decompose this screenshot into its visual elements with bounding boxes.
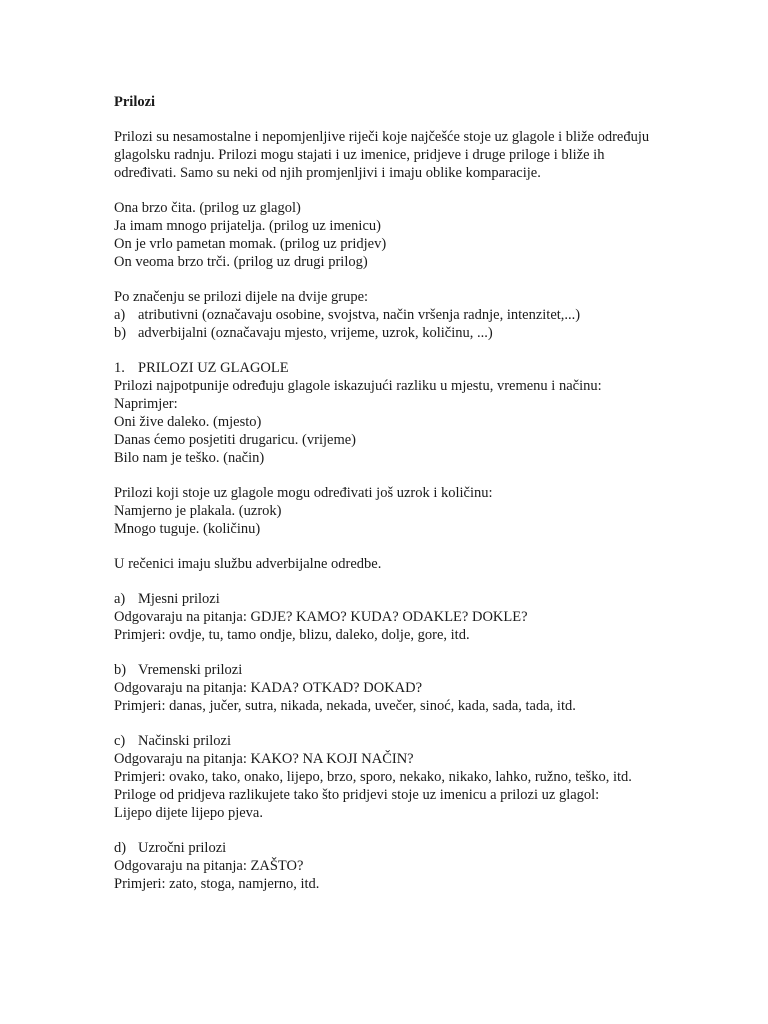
type-vremenski	[114, 661, 674, 715]
section-1	[114, 359, 674, 467]
document-title: Prilozi	[114, 94, 156, 110]
type-heading	[114, 839, 674, 857]
groups-block	[114, 288, 674, 342]
section-number: 1.	[114, 360, 125, 376]
type-line: Primjeri: danas, jučer, sutra, nikada, nekada, uvečer, sinoć, kada, sada, tada, itd.	[114, 698, 576, 714]
type-heading-text: Vremenski prilozi	[138, 662, 243, 678]
cause-quantity-block	[114, 484, 674, 538]
section-line: Prilozi najpotpunije određuju glagole iskazujući razliku u mjestu, vremenu i načinu:	[114, 378, 602, 394]
intro-line: određivati. Samo su neki od njih promjenljivi i imaju oblike komparacije.	[114, 165, 541, 181]
type-heading	[114, 590, 674, 608]
group-item	[114, 324, 674, 342]
section-line: Danas ćemo posjetiti drugaricu. (vrijeme)	[114, 432, 356, 448]
type-heading-text: Načinski prilozi	[138, 733, 232, 749]
document-content	[114, 93, 674, 910]
group-item-text: atributivni (označavaju osobine, svojstva, način vršenja radnje, intenzitet,...)	[138, 307, 581, 323]
function-block	[114, 555, 674, 573]
cause-line: Namjerno je plakala. (uzrok)	[114, 503, 282, 519]
cause-line: Mnogo tuguje. (količinu)	[114, 521, 261, 537]
type-heading-text: Uzročni prilozi	[138, 840, 227, 856]
group-item	[114, 306, 674, 324]
list-marker: d)	[114, 840, 127, 856]
intro-line: glagolsku radnju. Prilozi mogu stajati i uz imenice, pridjeve i druge priloge i bliže ih	[114, 147, 605, 163]
intro-line: Prilozi su nesamostalne i nepomjenljive riječi koje najčešće stoje uz glagole i bliže određuju	[114, 129, 650, 145]
type-line: Lijepo dijete lijepo pjeva.	[114, 805, 263, 821]
list-marker: b)	[114, 662, 127, 678]
list-marker: c)	[114, 733, 126, 749]
type-line: Primjeri: ovako, tako, onako, lijepo, brzo, sporo, nekako, nikako, lahko, ružno, teško, itd.	[114, 769, 632, 785]
type-heading	[114, 732, 674, 750]
example-line: On je vrlo pametan momak. (prilog uz pridjev)	[114, 236, 387, 252]
function-line: U rečenici imaju službu adverbijalne odredbe.	[114, 556, 382, 572]
group-item-text: adverbijalni (označavaju mjesto, vrijeme, uzrok, količinu, ...)	[138, 325, 493, 341]
type-line: Primjeri: zato, stoga, namjerno, itd.	[114, 876, 320, 892]
type-line: Odgovaraju na pitanja: KADA? OTKAD? DOKAD?	[114, 680, 423, 696]
type-uzrocni	[114, 839, 674, 893]
type-line: Priloge od pridjeva razlikujete tako što pridjevi stoje uz imenicu a prilozi uz glagol:	[114, 787, 600, 803]
intro-paragraph	[114, 128, 674, 182]
type-heading	[114, 661, 674, 679]
examples-block	[114, 199, 674, 271]
section-heading-text: PRILOZI UZ GLAGOLE	[138, 360, 289, 376]
example-line: Ona brzo čita. (prilog uz glagol)	[114, 200, 301, 216]
section-line: Oni žive daleko. (mjesto)	[114, 414, 262, 430]
type-nacinski	[114, 732, 674, 822]
groups-intro: Po značenju se prilozi dijele na dvije grupe:	[114, 289, 369, 305]
list-marker: a)	[114, 307, 126, 323]
list-marker: b)	[114, 325, 127, 341]
type-mjesni	[114, 590, 674, 644]
section-line: Bilo nam je teško. (način)	[114, 450, 265, 466]
type-line: Odgovaraju na pitanja: GDJE? KAMO? KUDA? ODAKLE? DOKLE?	[114, 609, 528, 625]
section-line: Naprimjer:	[114, 396, 178, 412]
cause-line: Prilozi koji stoje uz glagole mogu određivati još uzrok i količinu:	[114, 485, 493, 501]
example-line: Ja imam mnogo prijatelja. (prilog uz imenicu)	[114, 218, 381, 234]
type-line: Odgovaraju na pitanja: KAKO? NA KOJI NAČIN?	[114, 751, 414, 767]
type-line: Odgovaraju na pitanja: ZAŠTO?	[114, 858, 304, 874]
type-heading-text: Mjesni prilozi	[138, 591, 220, 607]
list-marker: a)	[114, 591, 126, 607]
example-line: On veoma brzo trči. (prilog uz drugi prilog)	[114, 254, 368, 270]
type-line: Primjeri: ovdje, tu, tamo ondje, blizu, daleko, dolje, gore, itd.	[114, 627, 470, 643]
section-heading	[114, 359, 674, 377]
